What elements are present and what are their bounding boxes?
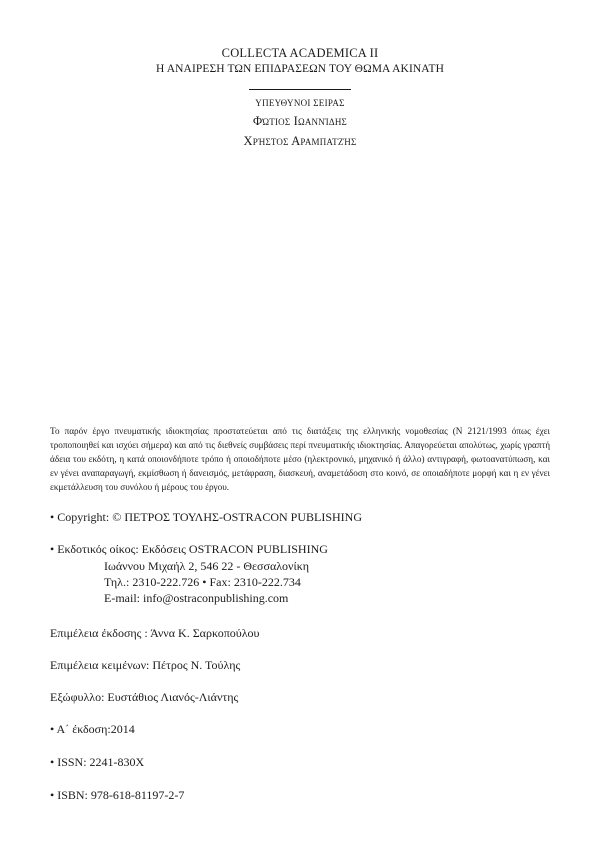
text-editing-credit: Επιμέλεια κειμένων: Πέτρος Ν. Τούλης	[50, 658, 241, 672]
publisher-address: Ιωάννου Μιχαήλ 2, 546 22 - Θεσσαλονίκη	[104, 559, 310, 573]
issn-line: • ISSN: 2241-830X	[50, 755, 145, 769]
series-title: COLLECTA ACADEMICA II	[221, 46, 379, 60]
isbn-line: • ISBN: 978-618-81197-2-7	[50, 788, 185, 802]
series-subtitle: Η ΑΝΑΙΡΕΣΗ ΤΩΝ ΕΠΙΔΡΑΣΕΩΝ ΤΟΥ ΘΩΜΑ ΑΚΙΝΑΤΗ	[156, 63, 444, 75]
editing-credit: Επιμέλεια έκδοσης : Άννα Κ. Σαρκοπούλου	[50, 626, 260, 640]
publisher-line: • Εκδοτικός οίκος: Εκδόσεις OSTRACON PUBLISHING	[50, 542, 328, 556]
series-editor-2: Χρήστος Αραμπατζής	[243, 134, 357, 148]
edition-line: • Α΄ έκδοση:2014	[50, 722, 135, 736]
series-editor-1: Φώτιος Ιωαννίδης	[253, 114, 347, 128]
cover-credit: Εξώφυλλο: Ευστάθιος Λιανός-Λιάντης	[50, 690, 239, 704]
series-editors-label: ΥΠΕΥΘΥΝΟΙ ΣΕΙΡΑΣ	[255, 98, 345, 108]
copyright-line: • Copyright: © ΠΕΤΡΟΣ ΤΟΥΛΗΣ-OSTRACON PUBLISHING	[50, 510, 362, 524]
legal-notice: Το παρόν έργο πνευματικής ιδιοκτησίας προστατεύεται από τις διατάξεις της ελληνικής νομοθεσίας (Ν 2121/1993 όπως έχει τροποποιηθεί και ισχύει σήμερα) και από τις διεθνείς συμβάσεις περί πνευματικής ιδιοκτησίας. Απαγορεύεται απολύτως, χωρίς γραπτή άδεια του εκδότη, η κατά οποιονδήποτε τρόπο ή οποιοδήποτε μέσο (ηλεκτρονικό, μηχανικό ή άλλο) αντιγραφή, φωτοανατύπωση, και εν γένει αναπαραγωγή, εκμίσθωση ή δανεισμός, μετάφραση, διασκευή, αναμετάδοση στο κοινό, σε οποιαδήποτε μορφή και η εν γένει εκμετάλλευση του συνόλου ή μέρους του έργου.	[50, 426, 550, 493]
divider-rule	[249, 89, 351, 90]
publisher-email: E-mail: info@ostraconpublishing.com	[104, 591, 289, 605]
publisher-phone: Τηλ.: 2310-222.726 • Fax: 2310-222.734	[104, 575, 301, 589]
